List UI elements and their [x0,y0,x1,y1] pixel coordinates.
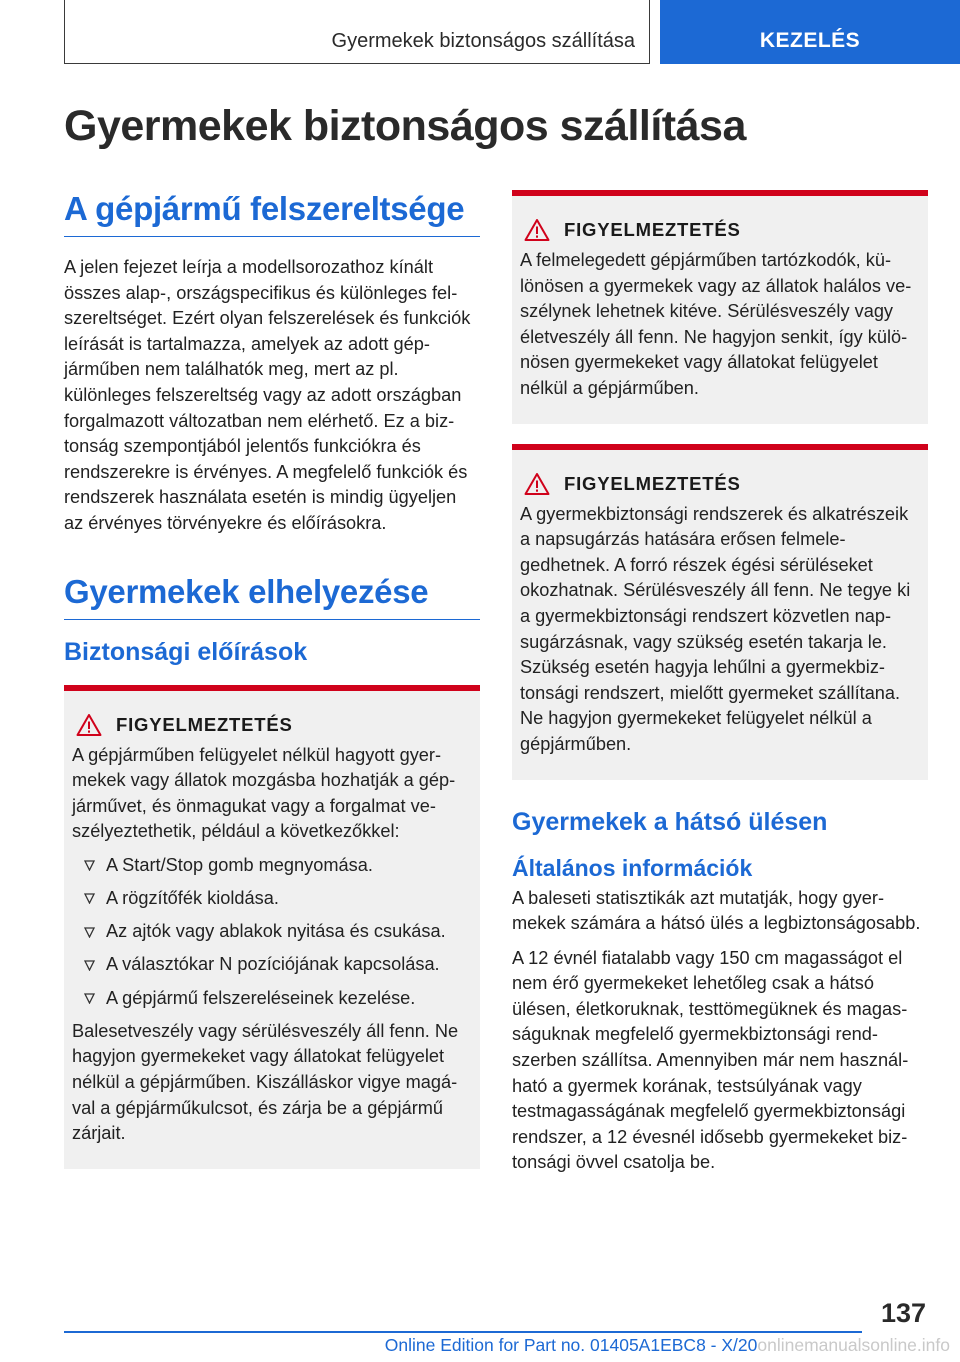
heading-placement: Gyermekek elhelyezése [64,573,480,620]
warning-text: A felmelegedett gépjárműben tartózkodók, különösen a gyermekek vagy az állatok halálos veszélynek lehetnek kitéve. Sérülésveszély vagy életveszély áll fenn. Ne hagyjon senkit, így különösen gyermekeket vagy állatokat felügyelet nélkül a gépjárműben. [520,250,912,398]
warning-bullet-list [72,853,472,1011]
footer-divider [64,1331,862,1333]
triangle-bullet-icon [84,860,95,871]
list-item: A gépjármű felszereléseinek kezelése. [72,986,472,1012]
paragraph-general-2: A 12 évnél fiatalabb vagy 150 cm magasságot el nem érő gyermekeket lehetőleg csak a hátsó ülésen, életkoruknak, testtömegüknek és magasságuknak megfelelő gyermekbiztonsági rendszerben szállítsa. Amennyiben már nem használható a gyermek korának, testsúlyának vagy testmagasságának megfelelő gyermekbiztonsági rendszer, a 12 évesnél idősebb gyermekeket biztonsági övvel csatolja be. [512,947,909,1173]
warning-text: A gyermekbiztonsági rendszerek és alkatrészeik a napsugárzás hatására erősen felmelegedhetnek. A forró részek égési sérüléseket okozhatnak. Sérülésveszély áll fenn. Ne tegye ki a gyermekbiztonsági rendszert közvetlen napsugárzásnak, vagy szükség esetén takarja le. Szükség esetén hagyja lehűlni a gyermekbiztonsági rendszert, mielőtt gyermeket szállítana. Ne hagyjon gyermekeket felügyelet nélkül a gépjárműben. [520,503,911,754]
header-section-label: KEZELÉS [759,29,861,52]
triangle-bullet-icon [84,927,95,938]
list-item: A rögzítőfék kioldása. [72,886,472,912]
triangle-bullet-icon [84,993,95,1004]
header-section-tab [660,0,960,64]
list-item: A Start/Stop gomb megnyomása. [72,853,472,879]
warning-intro: A gépjárműben felügyelet nélkül hagyott gyermekek vagy állatok mozgásba hozhatják a gépjárművet, és önmagukat vagy a forgalmat veszélyeztethetik, például a következőkkel: [72,744,456,842]
warning-header [72,713,472,737]
warning-triangle-icon [524,472,550,496]
triangle-bullet-icon [84,960,95,971]
header-chapter-title: Gyermekek biztonságos szállítása [331,30,635,52]
list-item: A választókar N pozíciójának kapcsolása. [72,952,472,978]
warning-header [520,218,920,242]
heading-safety: Biztonsági előírások [64,637,308,666]
warning-label: FIGYELMEZTETÉS [564,472,741,494]
footer-edition [0,1335,960,1356]
warning-box-heat [512,190,928,424]
heading-general-info: Általános információk [512,854,753,881]
warning-header [520,472,920,496]
left-column [64,190,480,1169]
page-number: 137 [880,1298,926,1328]
warning-triangle-icon [76,713,102,737]
footer-edition-text: Online Edition for Part no. 01405A1EBC8 - X/20 [384,1335,758,1355]
heading-rear-seat: Gyermekek a hátsó ülésen [512,807,828,836]
list-item: Az ajtók vagy ablakok nyitása és csukása. [72,919,472,945]
warning-label: FIGYELMEZTETÉS [564,219,741,240]
warning-box-unattended [64,685,480,1169]
footer-watermark-site: onlinemanualsonline.info [757,1335,950,1355]
heading-equipment: A gépjármű felszereltsége [64,190,480,237]
warning-label: FIGYELMEZTETÉS [116,713,293,735]
paragraph-general-1: A baleseti statisztikák azt mutatják, hogy gyermekek számára a hátsó ülés a legbiztonságosabb. [512,887,921,934]
warning-outro: Balesetveszély vagy sérülésveszély áll fenn. Ne hagyjon gyermekeket vagy állatokat felügyelet nélkül a gépjárműben. Kiszálláskor vigye magával a gépjárműkulcsot, és zárja be a gépjármű zárjait. [72,1020,459,1144]
page-title: Gyermekek biztonságos szállítása [64,102,746,150]
paragraph-equipment: A jelen fejezet leírja a modellsorozathoz kínált összes alap-, országspecifikus és különleges felszereltséget. Ezért olyan felszerelések és funkciók leírását is tartalmazza, amelyek az adott gépjárműben nem találhatók meg, mert az pl. különleges felszereltség vagy az adott országban forgalmazott változatban nem elérhető. Ez a biztonság szempontjából jelentős funkciókra és rendszerekre is érvényes. A megfelelő funkciók és rendszerek használata esetén is mindig ügyeljen az érvényes törvényekre és előírásokra. [64,257,471,533]
warning-triangle-icon [524,218,550,242]
triangle-bullet-icon [84,893,95,904]
right-column [512,190,928,1176]
header-chapter-tab [64,0,650,64]
warning-box-sunlight [512,444,928,780]
